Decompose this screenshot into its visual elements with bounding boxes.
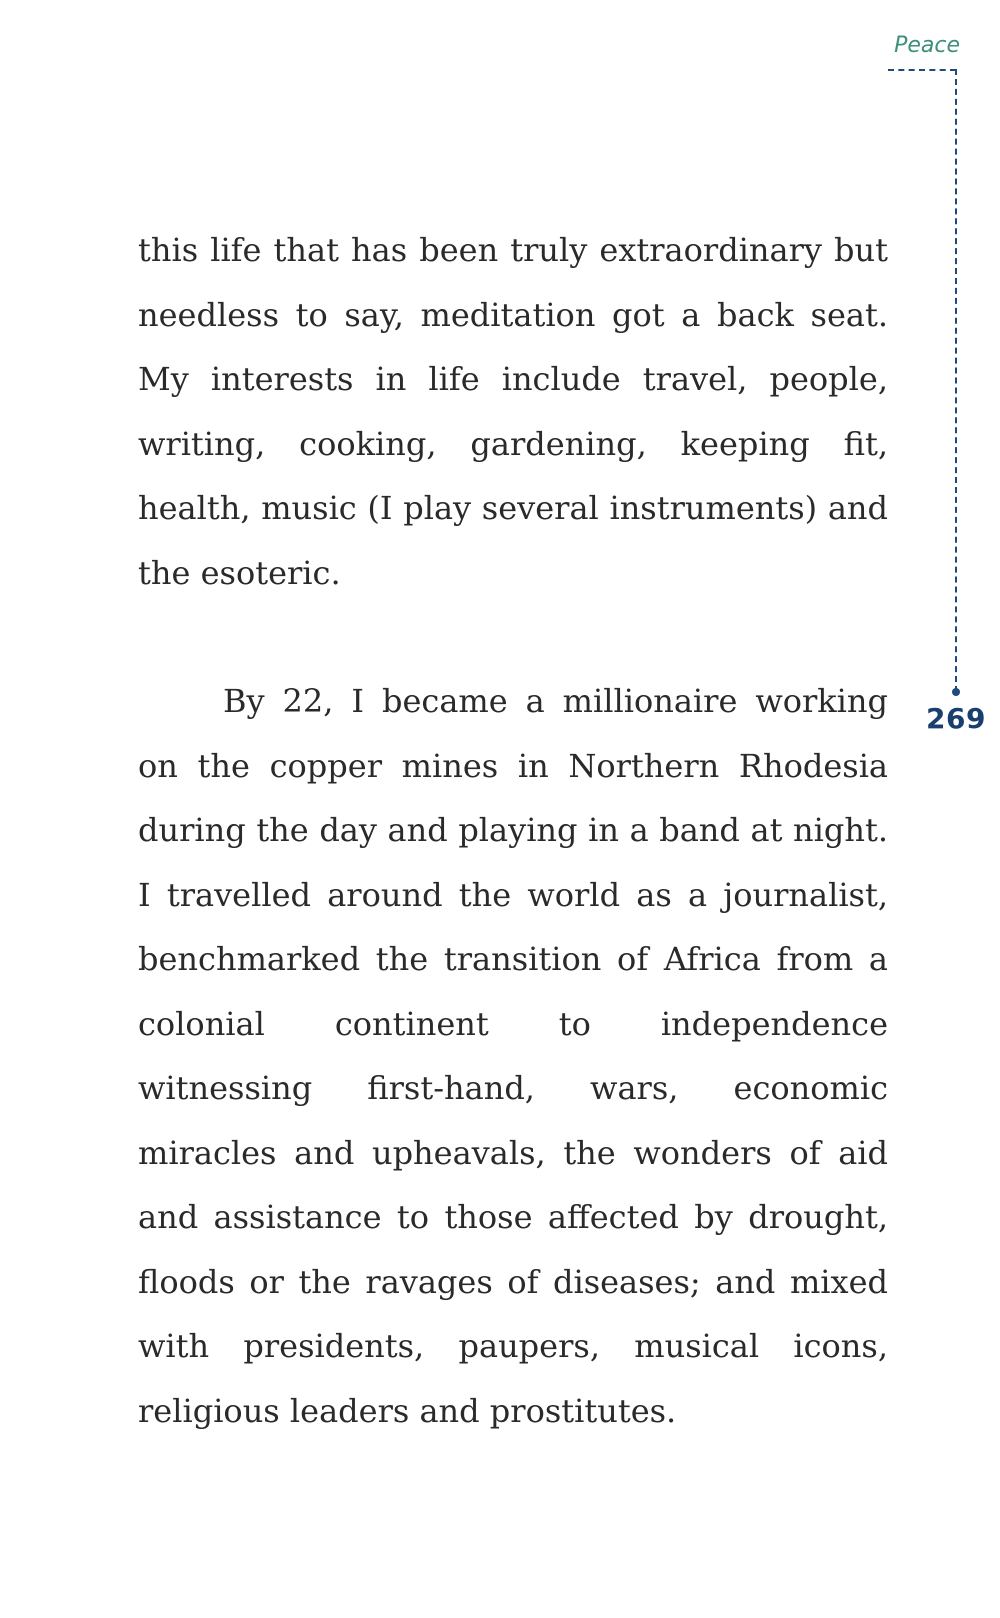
page-number: 269 <box>926 702 986 735</box>
margin-guide-horizontal <box>888 69 956 71</box>
running-head-title: Peace <box>894 33 960 58</box>
body-text <box>138 218 888 1443</box>
margin-guide-dot <box>952 688 960 696</box>
paragraph-2: By 22, I became a millionaire working on the copper mines in Northern Rhodesia during the day and playing in a band at night. I travelled around the world as a journalist, benchmarked the transition of Africa from a colonial continent to independence witnessing first-hand, wars, economic miracles and upheavals, the wonders of aid and assistance to those affected by drought, floods or the ravages of diseases; and mixed with presidents, paupers, musical icons, religious leaders and prostitutes. <box>138 682 888 1430</box>
paragraph-1: this life that has been truly extraordinary but needless to say, meditation got a back seat. My interests in life include travel, people, writing, cooking, gardening, keeping fit, health, music (I play several instruments) and the esoteric. <box>138 231 888 592</box>
margin-guide-vertical <box>955 69 957 692</box>
